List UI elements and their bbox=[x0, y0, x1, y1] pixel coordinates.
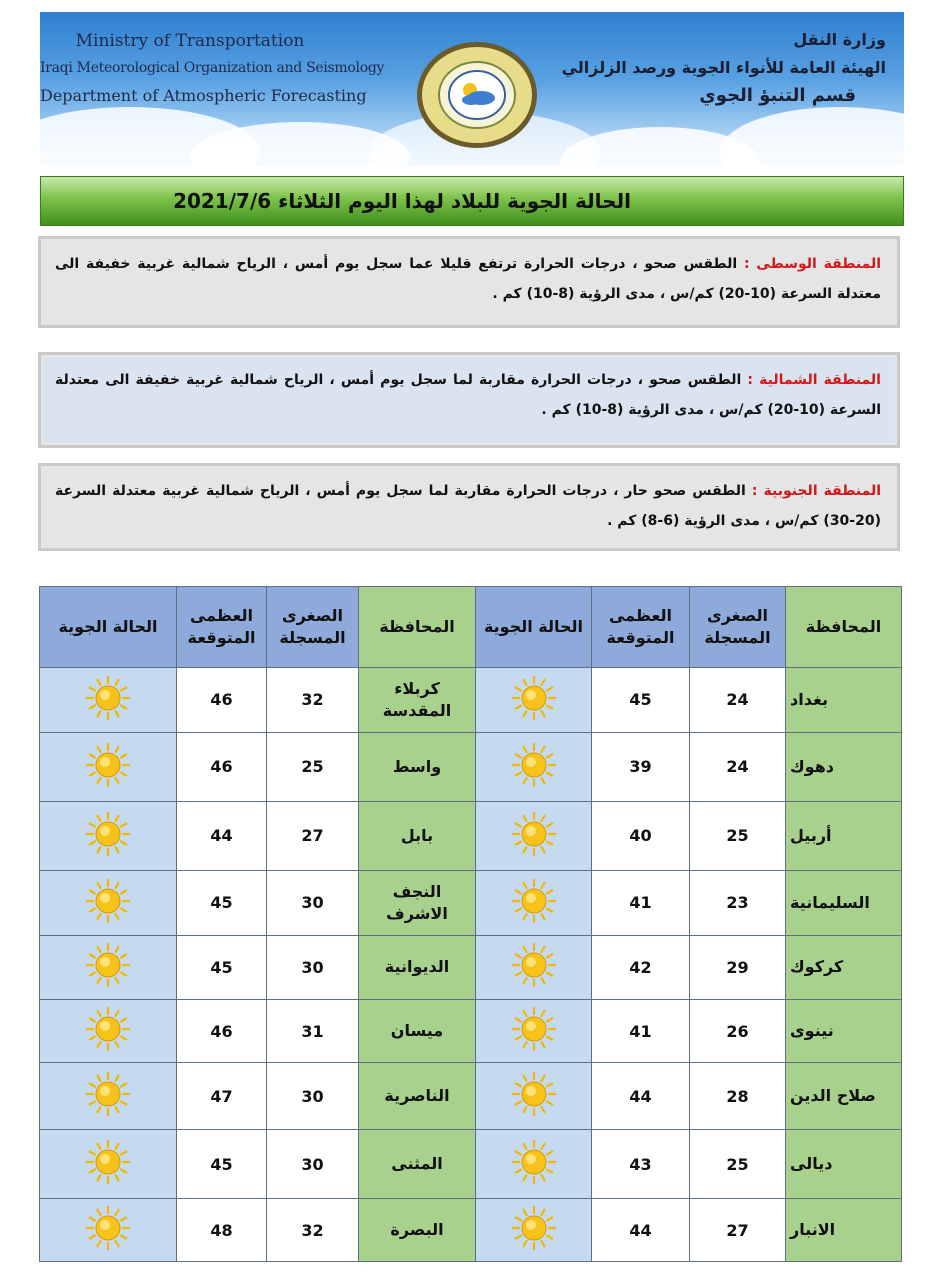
condition-cell bbox=[40, 801, 177, 870]
sun-icon bbox=[85, 1139, 131, 1185]
sun-icon bbox=[85, 675, 131, 721]
condition-cell bbox=[476, 1000, 592, 1063]
table-row bbox=[40, 1130, 902, 1199]
governorate-cell: الانبار bbox=[786, 1199, 902, 1262]
header-min: الصغرى المسجلة bbox=[690, 587, 786, 668]
sun-icon bbox=[511, 1139, 557, 1185]
min-temp-cell: 25 bbox=[690, 1130, 786, 1199]
max-temp-cell: 44 bbox=[592, 1199, 690, 1262]
min-temp-cell: 24 bbox=[690, 668, 786, 733]
governorate-cell: بابل bbox=[359, 801, 476, 870]
max-temp-cell: 46 bbox=[177, 668, 267, 733]
max-temp-cell: 42 bbox=[592, 935, 690, 1000]
sun-icon bbox=[511, 1205, 557, 1251]
sun-icon bbox=[511, 878, 557, 924]
min-temp-cell: 25 bbox=[267, 732, 359, 801]
header-min: الصغرى المسجلة bbox=[267, 587, 359, 668]
condition-cell bbox=[40, 668, 177, 733]
condition-cell bbox=[476, 1063, 592, 1130]
condition-cell bbox=[476, 935, 592, 1000]
table-row bbox=[40, 1000, 902, 1063]
sun-icon bbox=[511, 1071, 557, 1117]
sun-icon bbox=[85, 1006, 131, 1052]
header-english bbox=[40, 28, 385, 109]
max-temp-cell: 41 bbox=[592, 870, 690, 935]
min-temp-cell: 23 bbox=[690, 870, 786, 935]
table-body bbox=[40, 668, 902, 1262]
header-arabic bbox=[561, 26, 886, 110]
condition-cell bbox=[476, 1130, 592, 1199]
min-temp-cell: 27 bbox=[267, 801, 359, 870]
header-governorate: المحافظة bbox=[359, 587, 476, 668]
condition-cell bbox=[40, 732, 177, 801]
condition-cell bbox=[476, 870, 592, 935]
governorate-cell: النجف الاشرف bbox=[359, 870, 476, 935]
min-temp-cell: 32 bbox=[267, 1199, 359, 1262]
region-label: المنطقة الوسطى : bbox=[744, 256, 882, 272]
governorate-cell: المثنى bbox=[359, 1130, 476, 1199]
table-row bbox=[40, 732, 902, 801]
region-text: الطقس صحو ، درجات الحرارة مقاربة لما سجل يوم أمس ، الرياح شمالية غربية خفيفة الى معتدلة السرعة (10-20) كم/س ، مدى الرؤية (8-10) كم . bbox=[55, 372, 881, 418]
condition-cell bbox=[40, 935, 177, 1000]
governorate-cell: الناصرية bbox=[359, 1063, 476, 1130]
region-central bbox=[38, 236, 900, 328]
sun-icon bbox=[85, 942, 131, 988]
header-max: العظمى المتوقعة bbox=[592, 587, 690, 668]
max-temp-cell: 43 bbox=[592, 1130, 690, 1199]
table-row bbox=[40, 668, 902, 733]
region-text: الطقس صحو ، درجات الحرارة ترتفع قليلا عما سجل يوم أمس ، الرياح شمالية غربية خفيفة الى معتدلة السرعة (10-20) كم/س ، مدى الرؤية (8-10) كم . bbox=[55, 256, 881, 302]
header-max: العظمى المتوقعة bbox=[177, 587, 267, 668]
condition-cell bbox=[40, 1063, 177, 1130]
ministry-name-en: Ministry of Transportation bbox=[75, 31, 305, 51]
ministry-name-ar: وزارة النقل bbox=[793, 30, 886, 49]
sun-icon bbox=[85, 878, 131, 924]
table-header-row bbox=[40, 587, 902, 668]
governorate-cell: واسط bbox=[359, 732, 476, 801]
max-temp-cell: 40 bbox=[592, 801, 690, 870]
condition-cell bbox=[476, 732, 592, 801]
governorate-cell: بغداد bbox=[786, 668, 902, 733]
organization-logo bbox=[415, 40, 539, 150]
table-row bbox=[40, 1063, 902, 1130]
organization-name-ar: الهيئة العامة للأنواء الجوية ورصد الزلزالي bbox=[561, 58, 886, 77]
max-temp-cell: 48 bbox=[177, 1199, 267, 1262]
governorate-cell: كربلاء المقدسة bbox=[359, 668, 476, 733]
department-name-en: Department of Atmospheric Forecasting bbox=[40, 86, 367, 105]
governorate-cell: نينوى bbox=[786, 1000, 902, 1063]
sun-icon bbox=[511, 1006, 557, 1052]
header-condition: الحالة الجوية bbox=[476, 587, 592, 668]
condition-cell bbox=[476, 668, 592, 733]
region-north bbox=[38, 352, 900, 448]
sun-icon bbox=[85, 1071, 131, 1117]
sun-icon bbox=[85, 1205, 131, 1251]
sun-icon bbox=[511, 742, 557, 788]
weather-table bbox=[39, 586, 902, 1262]
governorate-cell: البصرة bbox=[359, 1199, 476, 1262]
min-temp-cell: 32 bbox=[267, 668, 359, 733]
max-temp-cell: 47 bbox=[177, 1063, 267, 1130]
condition-cell bbox=[40, 1130, 177, 1199]
sun-icon bbox=[85, 811, 131, 857]
max-temp-cell: 44 bbox=[592, 1063, 690, 1130]
max-temp-cell: 41 bbox=[592, 1000, 690, 1063]
table-row bbox=[40, 1199, 902, 1262]
max-temp-cell: 39 bbox=[592, 732, 690, 801]
sun-icon bbox=[511, 675, 557, 721]
min-temp-cell: 29 bbox=[690, 935, 786, 1000]
header-condition: الحالة الجوية bbox=[40, 587, 177, 668]
governorate-cell: ميسان bbox=[359, 1000, 476, 1063]
condition-cell bbox=[40, 1199, 177, 1262]
min-temp-cell: 30 bbox=[267, 870, 359, 935]
min-temp-cell: 24 bbox=[690, 732, 786, 801]
max-temp-cell: 46 bbox=[177, 1000, 267, 1063]
governorate-cell: السليمانية bbox=[786, 870, 902, 935]
governorate-cell: أربيل bbox=[786, 801, 902, 870]
region-south bbox=[38, 463, 900, 551]
sun-icon bbox=[511, 811, 557, 857]
max-temp-cell: 46 bbox=[177, 732, 267, 801]
governorate-cell: دهوك bbox=[786, 732, 902, 801]
header-governorate: المحافظة bbox=[786, 587, 902, 668]
min-temp-cell: 31 bbox=[267, 1000, 359, 1063]
min-temp-cell: 25 bbox=[690, 801, 786, 870]
table-row bbox=[40, 935, 902, 1000]
page-title: الحالة الجوية للبلاد لهذا اليوم الثلاثاء 2021/7/6 bbox=[173, 189, 631, 213]
condition-cell bbox=[476, 801, 592, 870]
max-temp-cell: 44 bbox=[177, 801, 267, 870]
region-label: المنطقة الجنوبية : bbox=[751, 483, 882, 499]
governorate-cell: ديالى bbox=[786, 1130, 902, 1199]
max-temp-cell: 45 bbox=[177, 870, 267, 935]
max-temp-cell: 45 bbox=[177, 935, 267, 1000]
cloud-decoration bbox=[720, 107, 904, 166]
department-name-ar: قسم التنبؤ الجوي bbox=[699, 85, 856, 106]
min-temp-cell: 30 bbox=[267, 935, 359, 1000]
sun-icon bbox=[511, 942, 557, 988]
governorate-cell: صلاح الدين bbox=[786, 1063, 902, 1130]
governorate-cell: الديوانية bbox=[359, 935, 476, 1000]
min-temp-cell: 27 bbox=[690, 1199, 786, 1262]
title-bar bbox=[40, 176, 904, 226]
max-temp-cell: 45 bbox=[177, 1130, 267, 1199]
header-banner bbox=[40, 12, 904, 166]
governorate-cell: كركوك bbox=[786, 935, 902, 1000]
min-temp-cell: 26 bbox=[690, 1000, 786, 1063]
region-label: المنطقة الشمالية : bbox=[747, 372, 881, 388]
condition-cell bbox=[476, 1199, 592, 1262]
region-text: الطقس صحو حار ، درجات الحرارة مقاربة لما سجل يوم أمس ، الرياح شمالية غربية معتدلة السرعة (20-30) كم/س ، مدى الرؤية (6-8) كم . bbox=[55, 483, 881, 529]
min-temp-cell: 30 bbox=[267, 1130, 359, 1199]
sun-icon bbox=[85, 742, 131, 788]
min-temp-cell: 28 bbox=[690, 1063, 786, 1130]
max-temp-cell: 45 bbox=[592, 668, 690, 733]
condition-cell bbox=[40, 870, 177, 935]
condition-cell bbox=[40, 1000, 177, 1063]
organization-name-en: Iraqi Meteorological Organization and Seismology bbox=[40, 60, 385, 76]
min-temp-cell: 30 bbox=[267, 1063, 359, 1130]
table-row bbox=[40, 870, 902, 935]
table-row bbox=[40, 801, 902, 870]
